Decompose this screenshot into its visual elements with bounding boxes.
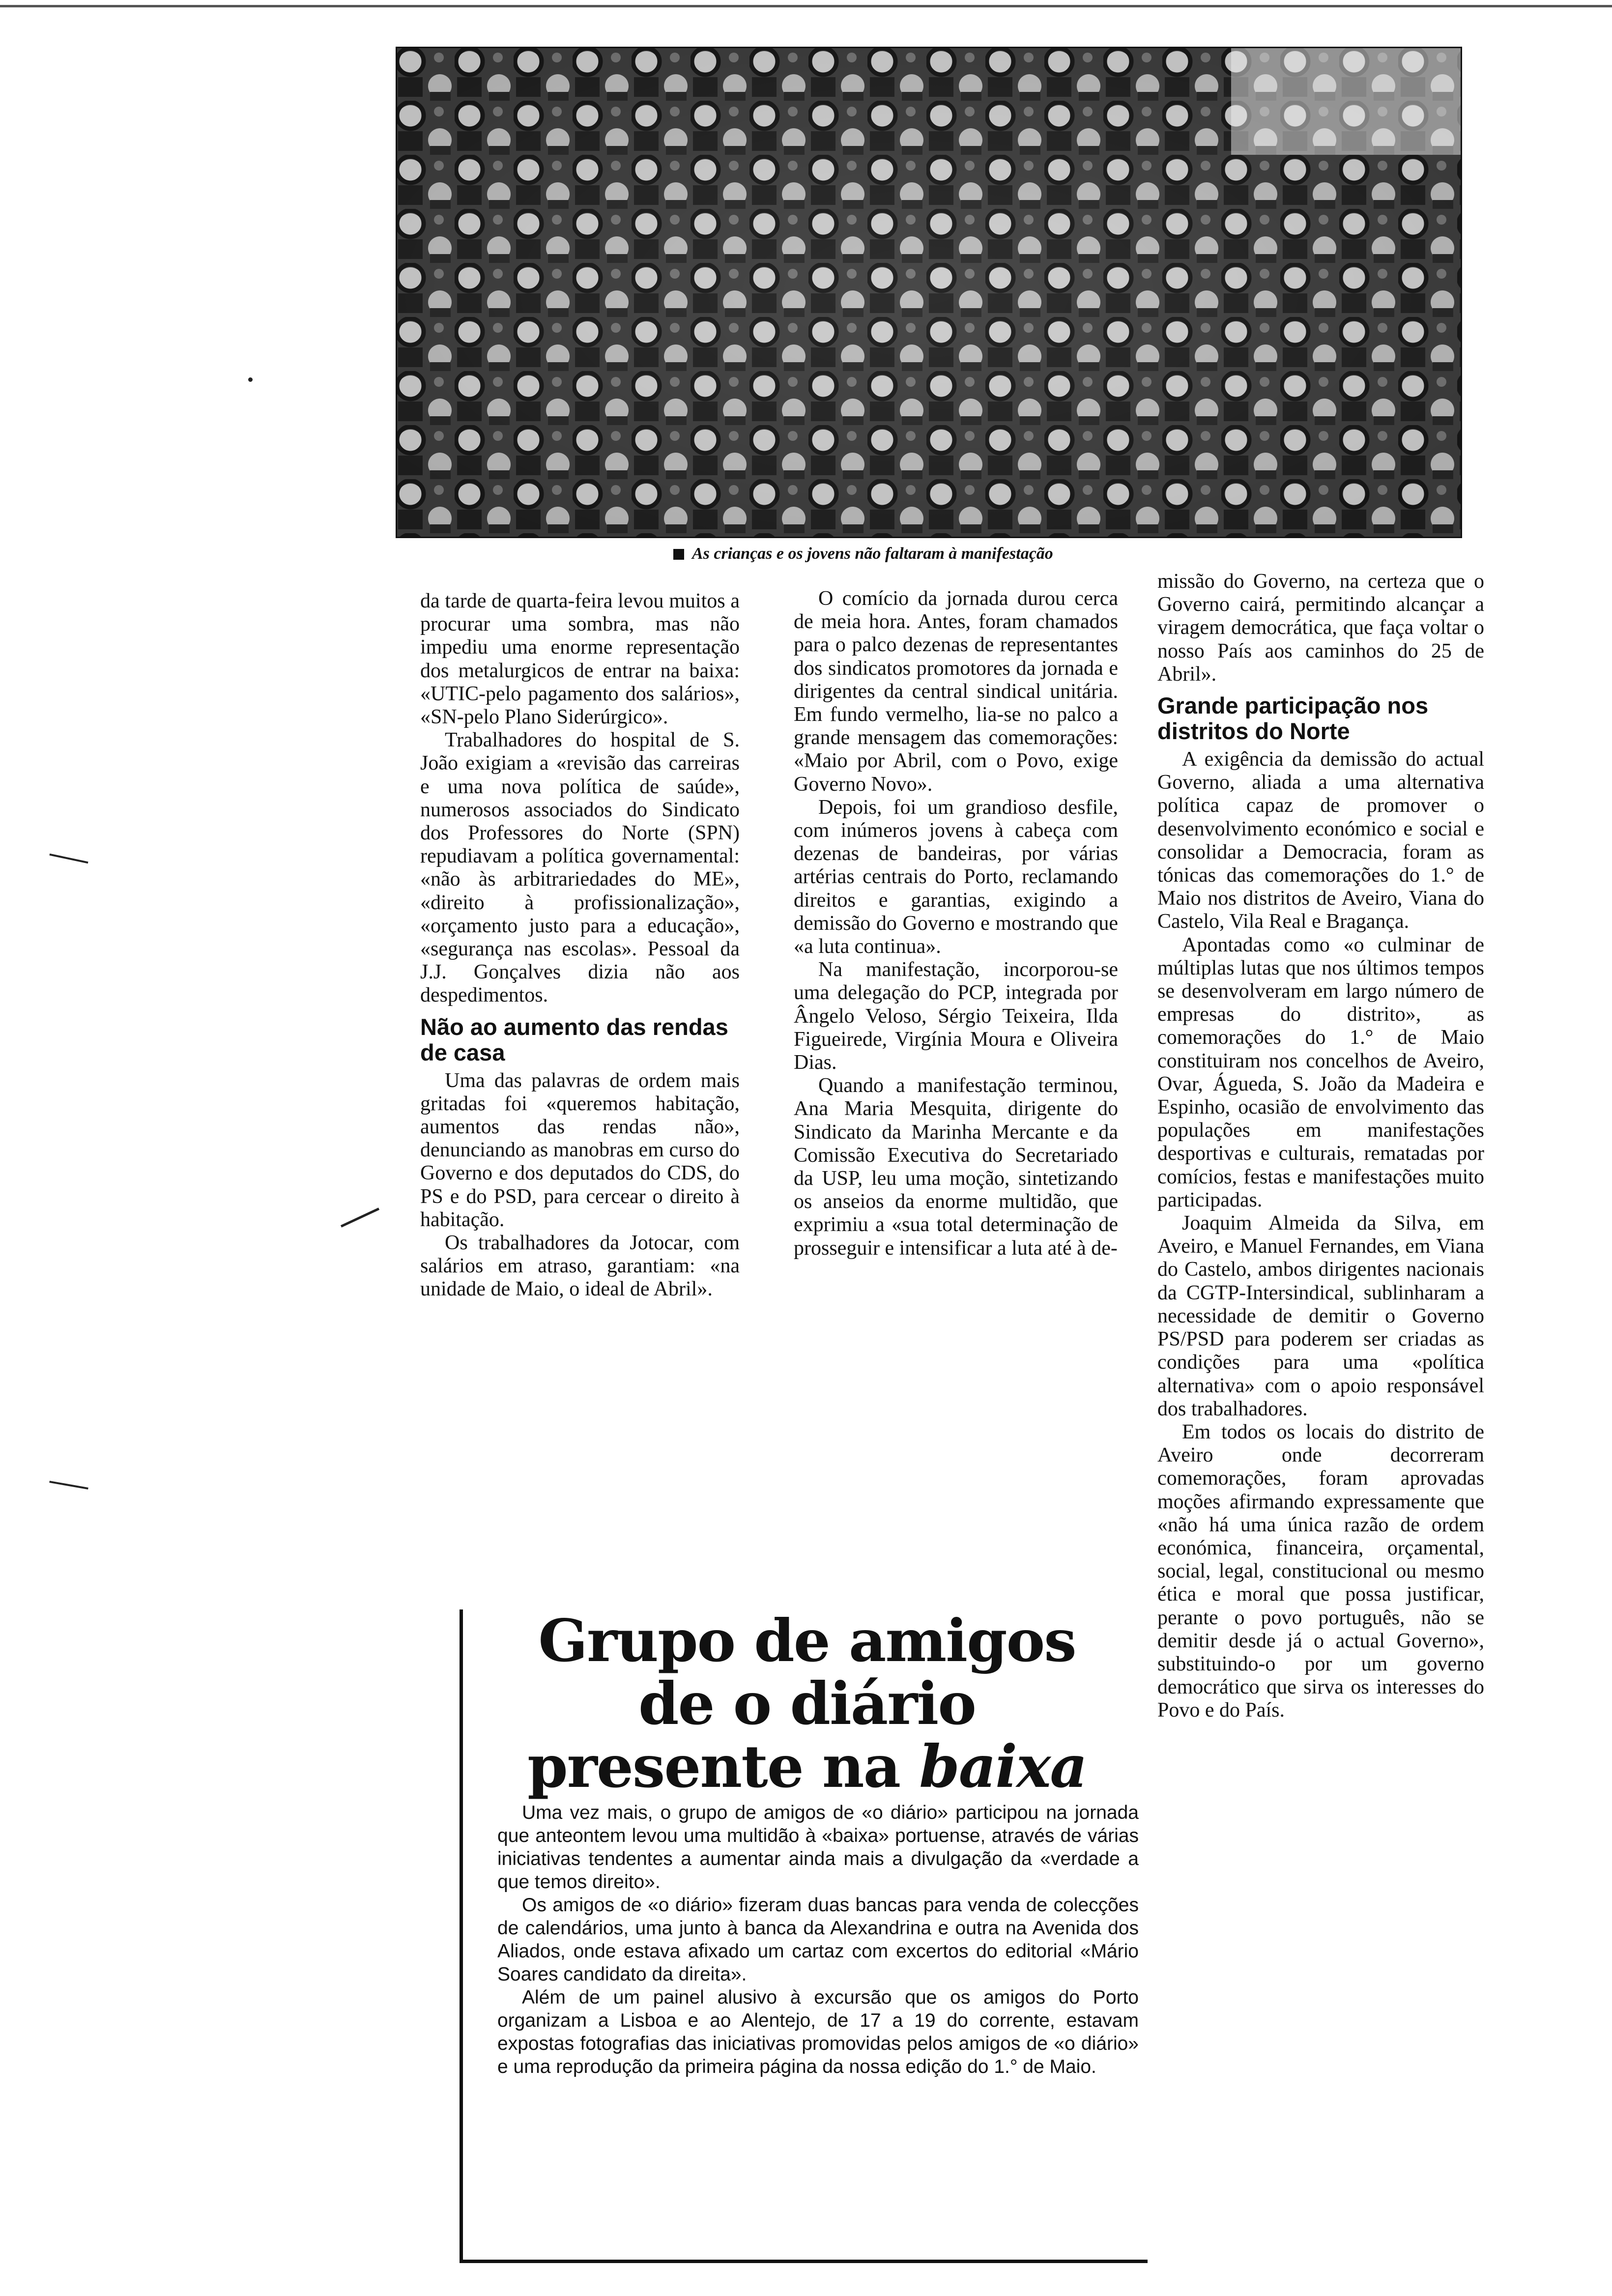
section-heading: Não ao aumento das rendas de casa — [420, 1013, 728, 1065]
crowd-photo-icon — [396, 47, 1462, 538]
paragraph: Os amigos de «o diário» fizeram duas bancas para venda de colecções de calendários, uma junto à banca da Alexandrina e outra na Avenida dos Aliados, onde estava afixado um cartaz com excertos do editorial «Mário Soares candidato da direita». — [497, 1894, 1139, 1985]
paragraph: da tarde de quarta-feira levou muitos a procurar uma sombra, mas não impediu uma enorme representação dos metalurgicos de entrar na baixa: «UTIC-pelo pagamento dos salários», «SN-pelo Plano Siderúrgico». — [420, 590, 740, 729]
caption-bullet-icon — [673, 549, 684, 560]
paragraph: Além de um painel alusivo à excursão que os amigos do Porto organizam a Lisboa e ao Alentejo, de 17 a 19 do corrente, estavam expostas fotografias das iniciativas promovidas pelos amigos de «o diário» e uma reprodução da primeira página da nossa edição do 1.° de Maio. — [497, 1987, 1139, 2077]
paragraph: O comício da jornada durou cerca de meia hora. Antes, foram chamados para o palco dezenas de representantes dos sindicatos promotores da jornada e dirigentes da central sindical unitária. Em fundo vermelho, lia-se no palco a grande mensagem das comemorações: «Maio por Abril, com o Povo, exige Governo Novo». — [794, 587, 1118, 796]
paragraph: Trabalhadores do hospital de S. João exigiam a «revisão das carreiras e uma nova política de saúde», numerosos associados do Sindicato dos Professores do Norte (SPN) repudiavam a política governamental: «não às arbitrariedades do ME», «direito à profissionalização», «orçamento justo para a educação», «segurança nas escolas». Pessoal da J.J. Gonçalves dizia não aos despedimentos. — [420, 729, 740, 1007]
box-body — [497, 1801, 1139, 2078]
paragraph: Uma vez mais, o grupo de amigos de «o diário» participou na jornada que anteontem levou uma multidão à «baixa» portuense, através de várias iniciativas tendentes a aumentar ainda mais a divulgação da «verdade a que temos direito». — [497, 1802, 1139, 1893]
top-rule — [0, 5, 1612, 7]
caption-text: As crianças e os jovens não faltaram à manifestação — [692, 545, 1053, 563]
margin-dot — [248, 377, 253, 382]
headline-line: de o diário — [638, 1669, 976, 1738]
paragraph: Os trabalhadores da Jotocar, com salários em atraso, garantiam: «na unidade de Maio, o ideal de Abril». — [420, 1232, 740, 1301]
article-column-1 — [420, 590, 740, 1301]
headline-line: Grupo de amigos — [538, 1607, 1076, 1675]
box-headline — [463, 1607, 1151, 1801]
article-column-3 — [1157, 570, 1484, 1722]
paragraph: A exigência da demissão do actual Governo, aliada a uma alternativa política capaz de promover o desenvolvimento económico e social e consolidar a Democracia, foram as tónicas das comemorações do 1.° de Maio nos distritos de Aveiro, Viana do Castelo, Vila Real e Bragança. — [1157, 748, 1484, 933]
article-column-2 — [794, 587, 1118, 1260]
paragraph: Depois, foi um grandioso desfile, com inúmeros jovens à cabeça com dezenas de bandeiras, por várias artérias centrais do Porto, reclamando direitos e garantias, exigindo a demissão do Governo e mostrando que «a luta continua». — [794, 796, 1118, 958]
paragraph: Quando a manifestação terminou, Ana Maria Mesquita, dirigente do Sindicato da Marinha Mercante e da Comissão Executiva do Secretariado da USP, leu uma moção, sintetizando os anseios da enorme multidão, que exprimiu a «sua total determinação de prosseguir e intensificar a luta até à de- — [794, 1074, 1118, 1260]
margin-mark — [49, 854, 88, 864]
paragraph: missão do Governo, na certeza que o Governo cairá, permitindo alcançar a viragem democrática, que faça voltar o nosso País aos caminhos do 25 de Abril». — [1157, 570, 1484, 686]
headline-italic: baixa — [919, 1732, 1087, 1801]
sidebar-box — [460, 1609, 1148, 2263]
photo-caption — [673, 545, 1312, 563]
paragraph: Na manifestação, incorporou-se uma delegação do PCP, integrada por Ângelo Veloso, Sérgio Teixeira, Ilda Figueirede, Virgínia Moura e Oliveira Dias. — [794, 958, 1118, 1074]
paragraph: Joaquim Almeida da Silva, em Aveiro, e Manuel Fernandes, em Viana do Castelo, ambos dirigentes nacionais da CGTP-Intersindical, sublinharam a necessidade de demitir o Governo PS/PSD para poderem ser criadas as condições para uma «política alternativa» com o apoio responsável dos trabalhadores. — [1157, 1212, 1484, 1420]
paragraph: Uma das palavras de ordem mais gritadas foi «queremos habitação, aumentos das rendas não», denunciando as manobras em curso do Governo e dos deputados do CDS, do PS e do PSD, para cercear o direito à habitação. — [420, 1069, 740, 1231]
section-heading: Grande participação nos distritos do Norte — [1157, 692, 1429, 745]
headline-line — [463, 1732, 1151, 1801]
crowd-photo — [396, 47, 1462, 538]
margin-mark — [49, 1481, 88, 1490]
paragraph: Em todos os locais do distrito de Aveiro onde decorreram comemorações, foram aprovadas moções afirmando expressamente que «não há uma única razão de ordem económica, financeira, orçamental, social, legal, constitucional ou mesmo ética e moral que possa justificar, perante o povo português, não se demitir desde já o actual Governo», substituindo-o por um governo democrático que sirva os interesses do Povo e do País. — [1157, 1420, 1484, 1722]
paragraph: Apontadas como «o culminar de múltiplas lutas que nos últimos tempos se desenvolveram em largo número de empresas do distrito», as comemorações do 1.° de Maio constituiram nos concelhos de Aveiro, Ovar, Águeda, S. João da Madeira e Espinho, ocasião de envolvimento das populações em manifestações desportivas e culturais, rematadas por comícios, festas e manifestações muito participadas. — [1157, 933, 1484, 1211]
headline-text: presente na — [527, 1732, 920, 1801]
margin-mark — [341, 1207, 379, 1227]
